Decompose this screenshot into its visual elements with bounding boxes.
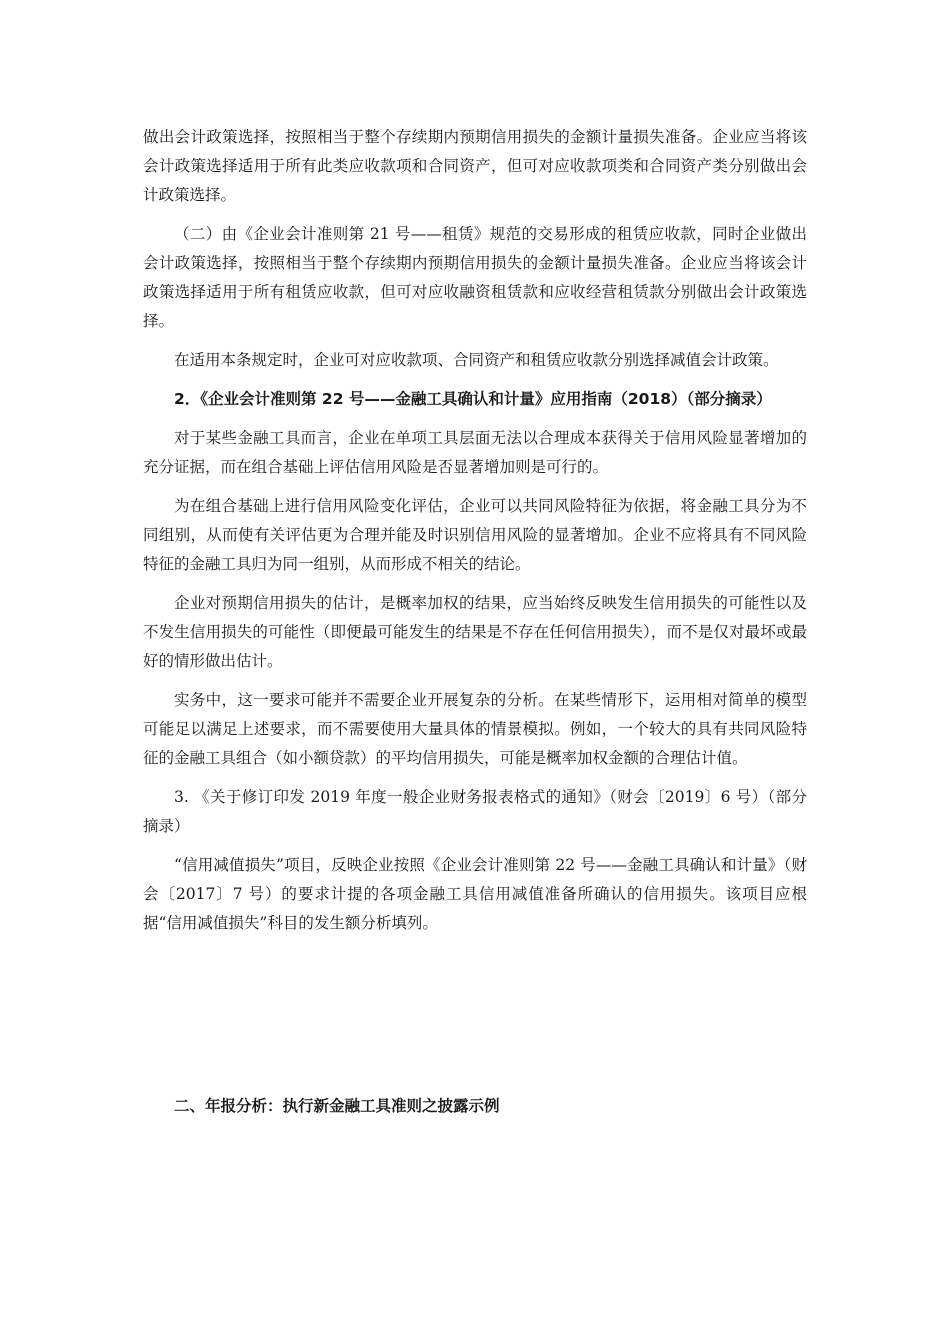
paragraph-lease-receivables: （二）由《企业会计准则第 21 号——租赁》规范的交易形成的租赁应收款，同时企业做出会计政策选择，按照相当于整个存续期内预期信用损失的金额计量损失准备。企业应当将该会计政策选择适用于所有租赁应收款，但可对应收融资租赁款和应收经营租赁款分别做出会计政策选择。 xyxy=(143,225,807,330)
paragraph-probability-weighted: 企业对预期信用损失的估计，是概率加权的结果，应当始终反映发生信用损失的可能性以及不发生信用损失的可能性（即便最可能发生的结果是不存在任何信用损失），而不是仅对最坏或最好的情形做出估计。 xyxy=(143,594,807,670)
document-body xyxy=(143,123,807,948)
section-title-annual-report: 二、年报分析：执行新金融工具准则之披露示例 xyxy=(174,1097,500,1115)
paragraph-credit-impairment-item: “信用减值损失”项目，反映企业按照《企业会计准则第 22 号——金融工具确认和计量》（财会〔2017〕7 号）的要求计提的各项金融工具信用减值准备所确认的信用损失。该项目应根据“信用减值损失”科目的发生额分析填列。 xyxy=(143,856,807,932)
paragraph-collective-assessment: 对于某些金融工具而言，企业在单项工具层面无法以合理成本获得关于信用风险显著增加的充分证据，而在组合基础上评估信用风险是否显著增加则是可行的。 xyxy=(143,429,807,476)
paragraph-impairment-policy: 在适用本条规定时，企业可对应收款项、合同资产和租赁应收款分别选择减值会计政策。 xyxy=(174,351,779,369)
heading-standard-22-guide: 2．《企业会计准则第 22 号——金融工具确认和计量》应用指南（2018）（部分摘录） xyxy=(174,390,772,408)
paragraph-practice: 实务中，这一要求可能并不需要企业开展复杂的分析。在某些情形下，运用相对简单的模型可能足以满足上述要求，而不需要使用大量具体的情景模拟。例如，一个较大的具有共同风险特征的金融工具组合（如小额贷款）的平均信用损失，可能是概率加权金额的合理估计值。 xyxy=(143,691,807,767)
paragraph-grouping: 为在组合基础上进行信用风险变化评估，企业可以共同风险特征为依据，将金融工具分为不同组别，从而使有关评估更为合理并能及时识别信用风险的显著增加。企业不应将具有不同风险特征的金融工具归为同一组别，从而形成不相关的结论。 xyxy=(143,497,807,573)
paragraph-notice-2019: 3. 《关于修订印发 2019 年度一般企业财务报表格式的通知》（财会〔2019〕6 号）（部分摘录） xyxy=(143,788,807,835)
paragraph-policy-choice: 做出会计政策选择，按照相当于整个存续期内预期信用损失的金额计量损失准备。企业应当将该会计政策选择适用于所有此类应收款项和合同资产，但可对应收款项类和合同资产类分别做出会计政策选择。 xyxy=(143,128,807,204)
